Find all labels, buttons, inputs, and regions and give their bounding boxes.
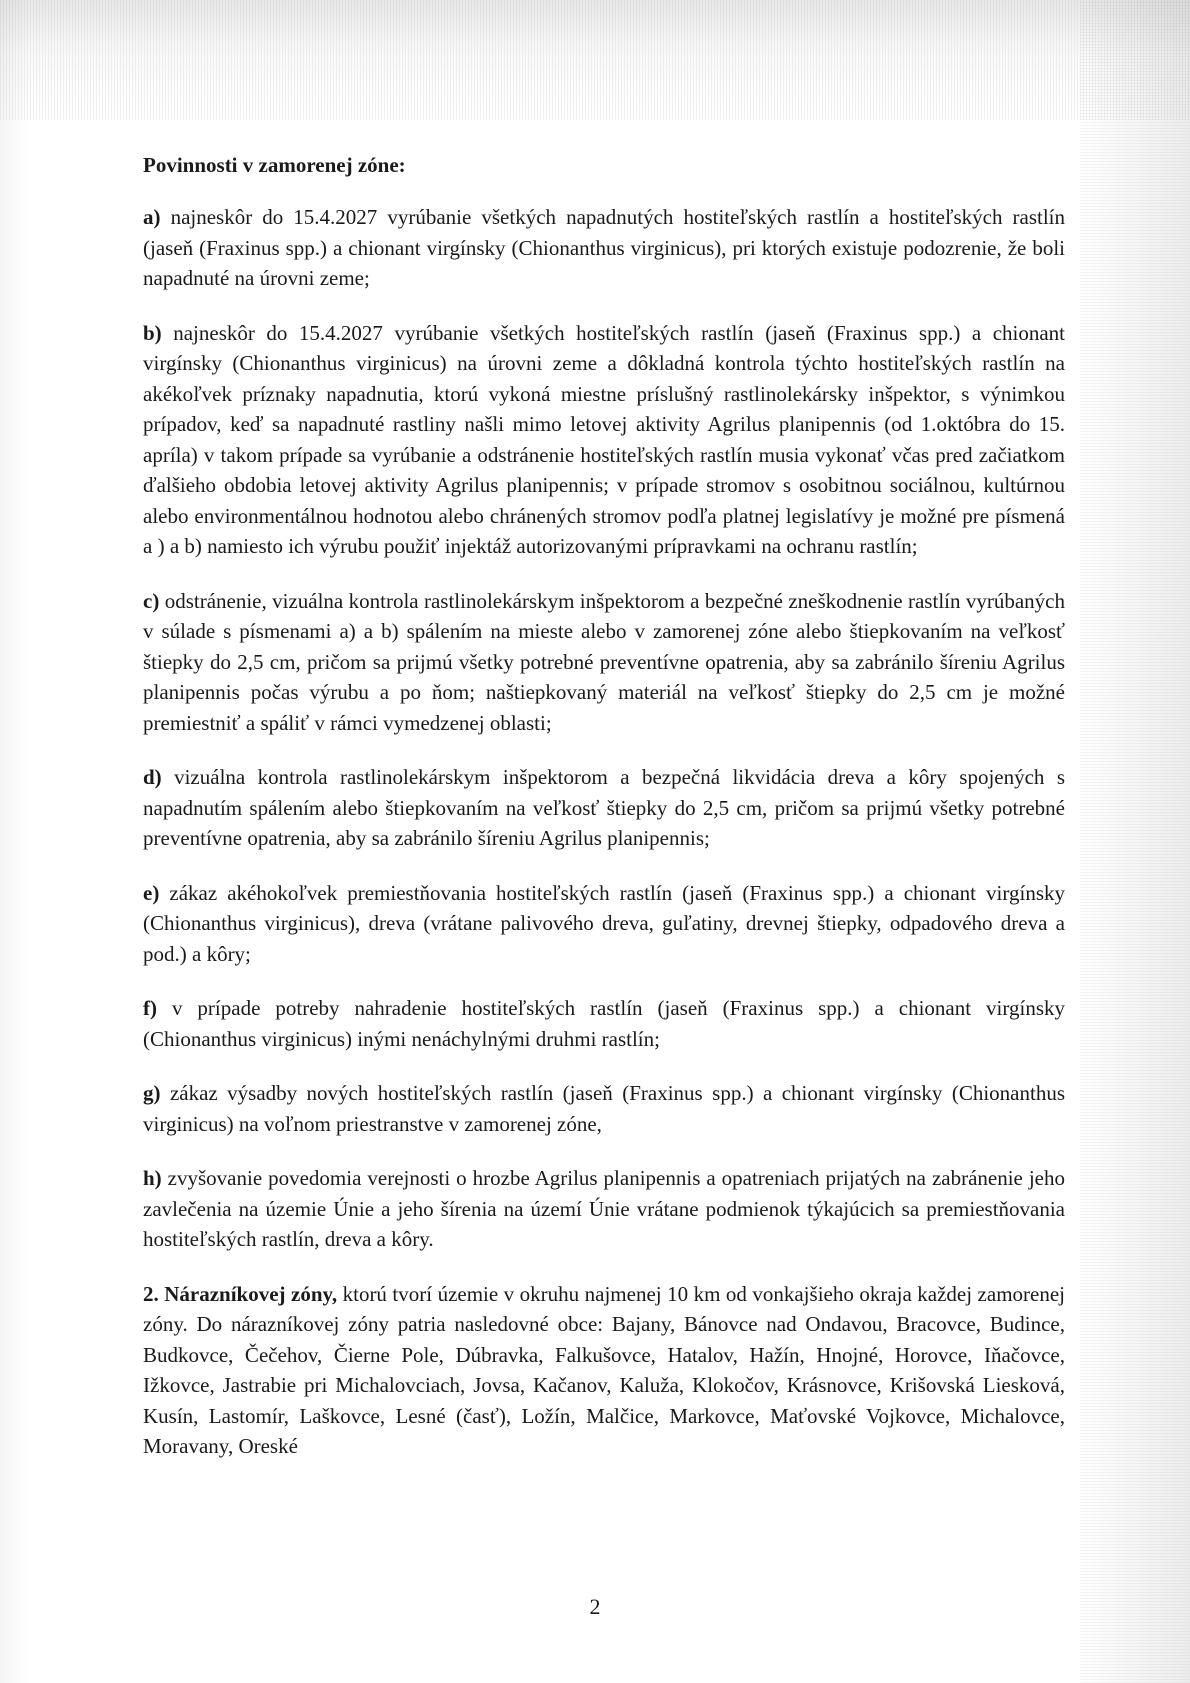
item-text: zákaz akéhokoľvek premiestňovania hostiteľských rastlín (jaseň (Fraxinus spp.) a chionant virgínsky (Chionanthus virginicus), dreva (vrátane palivového dreva, guľatiny, drevnej štiepky, odpadového dreva a pod.) a kôry; bbox=[143, 880, 1065, 966]
obligation-a bbox=[143, 202, 1065, 294]
document-body bbox=[143, 150, 1065, 1486]
section-heading: Povinnosti v zamorenej zóne: bbox=[143, 153, 406, 177]
item-marker: e) bbox=[143, 880, 160, 905]
obligation-h bbox=[143, 1163, 1065, 1255]
page-number: 2 bbox=[589, 1594, 601, 1619]
obligation-g bbox=[143, 1078, 1065, 1139]
item-marker: c) bbox=[143, 588, 160, 613]
obligation-b bbox=[143, 318, 1065, 562]
item-text: zákaz výsadby nových hostiteľských rastlín (jaseň (Fraxinus spp.) a chionant virgínsky (Chionanthus virginicus) na voľnom priestranstve v zamorenej zóne, bbox=[143, 1081, 1065, 1136]
item-marker: d) bbox=[143, 765, 162, 789]
item-marker: f) bbox=[143, 996, 157, 1020]
obligation-f bbox=[143, 993, 1065, 1054]
item-text: odstránenie, vizuálna kontrola rastlinolekárskym inšpektorom a bezpečné zneškodnenie rastlín vyrúbaných v súlade s písmenami a) a b) spálením na mieste alebo v zamorenej zóne alebo štiepkovaním na veľkosť štiepky do 2,5 cm, pričom sa prijmú všetky potrebné preventívne opatrenia, aby sa zabránilo šíreniu Agrilus planipennis počas výrubu a po ňom; naštiepkovaný materiál na veľkosť štiepky do 2,5 cm je možné premiestniť a spáliť v rámci vymedzenej oblasti; bbox=[143, 588, 1065, 735]
scan-shadow-top bbox=[0, 0, 1190, 120]
item-text: vizuálna kontrola rastlinolekárskym inšpektorom a bezpečná likvidácia dreva a kôry spojených s napadnutím spálením alebo štiepkovaním na veľkosť štiepky do 2,5 cm, pričom sa prijmú všetky potrebné preventívne opatrenia, aby sa zabránilo šíreniu Agrilus planipennis; bbox=[143, 765, 1065, 850]
item-text: najneskôr do 15.4.2027 vyrúbanie všetkých hostiteľských rastlín (jaseň (Fraxinus spp.) a chionant virgínsky (Chionanthus virginicus) na úrovni zeme a dôkladná kontrola týchto hostiteľských rastlín na akékoľvek príznaky napadnutia, ktorú vykoná miestne príslušný rastlinolekársky inšpektor, s výnimkou prípadov, keď sa napadnuté rastliny našli mimo letovej aktivity Agrilus planipennis (od 1.októbra do 15. apríla) v takom prípade sa vyrúbanie a odstránenie hostiteľských rastlín musia vykonať včas pred začiatkom ďalšieho obdobia letovej aktivity Agrilus planipennis; v prípade stromov s osobitnou sociálnou, kultúrnou alebo environmentálnou hodnotou alebo chránených stromov podľa platnej legislatívy je možné pre písmená a ) a b) namiesto ich výrubu použiť injektáž autorizovanými prípravkami na ochranu rastlín; bbox=[143, 320, 1065, 558]
buffer-zone-paragraph bbox=[143, 1279, 1065, 1462]
item-text: v prípade potreby nahradenie hostiteľských rastlín (jaseň (Fraxinus spp.) a chionant virgínsky (Chionanthus virginicus) inými nenáchylnými druhmi rastlín; bbox=[143, 996, 1065, 1051]
buffer-zone-heading: 2. Nárazníkovej zóny, bbox=[143, 1281, 338, 1306]
scan-shadow-right bbox=[1080, 0, 1190, 1683]
item-marker: a) bbox=[143, 205, 161, 229]
obligation-d bbox=[143, 762, 1065, 854]
item-marker: g) bbox=[143, 1081, 161, 1105]
item-marker: h) bbox=[143, 1166, 162, 1190]
obligation-c bbox=[143, 586, 1065, 739]
item-text: najneskôr do 15.4.2027 vyrúbanie všetkých napadnutých hostiteľských rastlín a hostiteľských rastlín (jaseň (Fraxinus spp.) a chionant virgínsky (Chionanthus virginicus), pri ktorých existuje podozrenie, že boli napadnuté na úrovni zeme; bbox=[143, 205, 1066, 290]
buffer-zone-text: ktorú tvorí územie v okruhu najmenej 10 km od vonkajšieho okraja každej zamorenej zóny. Do nárazníkovej zóny patria nasledovné obce: Bajany, Bánovce nad Ondavou, Bracovce, Budince, Budkovce, Čečehov, Čierne Pole, Dúbravka, Falkušovce, Hatalov, Hažín, Hnojné, Horovce, Iňačovce, Ižkovce, Jastrabie pri Michalovciach, Jovsa, Kačanov, Kaluža, Klokočov, Krásnovce, Krišovská Liesková, Kusín, Lastomír, Laškovce, Lesné (časť), Ložín, Malčice, Markovce, Maťovské Vojkovce, Michalovce, Moravany, Oreské bbox=[143, 1281, 1066, 1458]
item-text: zvyšovanie povedomia verejnosti o hrozbe Agrilus planipennis a opatreniach prijatých na zabránenie jeho zavlečenia na územie Únie a jeho šírenia na území Únie vrátane podmienok týkajúcich sa premiestňovania hostiteľských rastlín, dreva a kôry. bbox=[143, 1166, 1066, 1251]
item-marker: b) bbox=[143, 320, 162, 345]
obligation-e bbox=[143, 878, 1065, 970]
scan-shadow-left bbox=[0, 0, 30, 1683]
